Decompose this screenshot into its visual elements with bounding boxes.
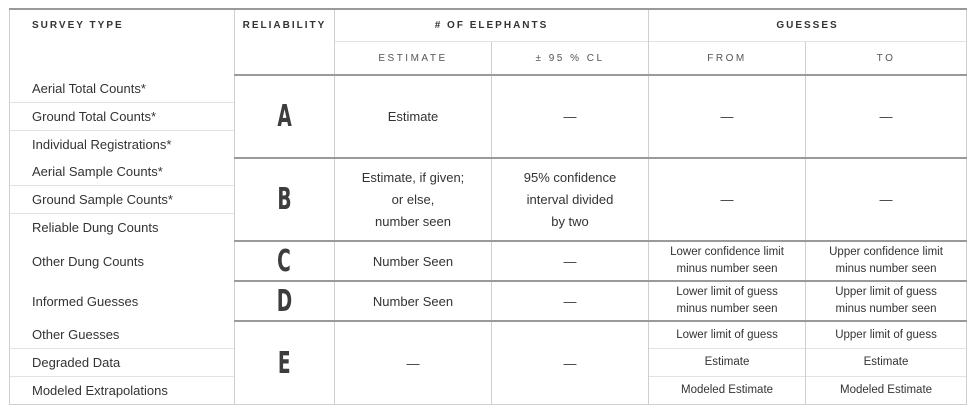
cl-line: by two xyxy=(551,213,589,229)
survey-type-cell: Individual Registrations* xyxy=(10,131,235,159)
header-from: FROM xyxy=(649,42,806,76)
from-cell xyxy=(649,241,806,281)
survey-type-cell: Aerial Sample Counts* xyxy=(10,158,235,186)
cl-cell: — xyxy=(492,281,649,321)
reliability-grade-cell xyxy=(235,158,335,241)
cl-cell xyxy=(492,158,649,241)
table-row xyxy=(10,241,967,281)
header-guesses: GUESSES xyxy=(649,9,967,42)
from-cell xyxy=(649,281,806,321)
reliability-grade: B xyxy=(277,182,292,217)
table-row xyxy=(10,75,967,103)
to-cell xyxy=(806,241,967,281)
survey-reliability-table-wrapper xyxy=(9,8,966,405)
survey-type-cell: Aerial Total Counts* xyxy=(10,75,235,103)
from-cell: — xyxy=(649,158,806,241)
survey-type-cell: Ground Sample Counts* xyxy=(10,186,235,214)
estimate-cell: Number Seen xyxy=(335,281,492,321)
from-line: minus number seen xyxy=(676,303,778,315)
survey-type-cell: Modeled Extrapolations xyxy=(10,377,235,405)
table-row xyxy=(10,158,967,186)
to-cell: Estimate xyxy=(806,349,967,377)
estimate-cell: — xyxy=(335,321,492,405)
reliability-grade-cell xyxy=(235,321,335,405)
survey-type-cell: Reliable Dung Counts xyxy=(10,214,235,242)
from-line: Lower confidence limit xyxy=(670,246,784,258)
survey-type-cell: Ground Total Counts* xyxy=(10,103,235,131)
from-cell: Modeled Estimate xyxy=(649,377,806,405)
from-cell: Lower limit of guess xyxy=(649,321,806,349)
from-line: minus number seen xyxy=(676,263,778,275)
survey-type-cell: Informed Guesses xyxy=(10,281,235,321)
cl-cell: — xyxy=(492,75,649,158)
header-cl: ± 95 % CL xyxy=(492,42,649,76)
from-line: Lower limit of guess xyxy=(676,286,778,298)
header-row xyxy=(10,9,967,42)
header-to: TO xyxy=(806,42,967,76)
to-cell: — xyxy=(806,75,967,158)
table-row xyxy=(10,281,967,321)
estimate-cell: Estimate xyxy=(335,75,492,158)
survey-type-cell: Degraded Data xyxy=(10,349,235,377)
table-row xyxy=(10,321,967,349)
estimate-cell xyxy=(335,158,492,241)
reliability-grade-cell xyxy=(235,75,335,158)
survey-type-cell: Other Dung Counts xyxy=(10,241,235,281)
from-cell: — xyxy=(649,75,806,158)
estimate-line: Estimate, if given; xyxy=(361,169,465,185)
to-cell: Modeled Estimate xyxy=(806,377,967,405)
to-cell: — xyxy=(806,158,967,241)
estimate-line: number seen xyxy=(375,213,451,229)
reliability-grade: A xyxy=(277,99,292,134)
to-line: minus number seen xyxy=(835,303,937,315)
header-reliability: RELIABILITY xyxy=(235,9,335,75)
to-line: Upper limit of guess xyxy=(835,286,937,298)
estimate-line: or else, xyxy=(391,191,435,207)
to-line: Upper confidence limit xyxy=(829,246,943,258)
header-elephants: # OF ELEPHANTS xyxy=(335,9,649,42)
to-cell: Upper limit of guess xyxy=(806,321,967,349)
header-estimate: ESTIMATE xyxy=(335,42,492,76)
header-survey-type: SURVEY TYPE xyxy=(10,9,235,75)
reliability-grade: C xyxy=(277,243,292,279)
survey-type-cell: Other Guesses xyxy=(10,321,235,349)
from-cell: Estimate xyxy=(649,349,806,377)
reliability-grade: E xyxy=(278,345,291,381)
to-cell xyxy=(806,281,967,321)
to-line: minus number seen xyxy=(835,263,937,275)
reliability-grade-cell xyxy=(235,281,335,321)
cl-cell: — xyxy=(492,321,649,405)
survey-reliability-table xyxy=(9,8,967,405)
reliability-grade: D xyxy=(276,283,293,319)
estimate-cell: Number Seen xyxy=(335,241,492,281)
cl-line: interval divided xyxy=(526,191,614,207)
cl-line: 95% confidence xyxy=(523,169,617,185)
reliability-grade-cell xyxy=(235,241,335,281)
cl-cell: — xyxy=(492,241,649,281)
